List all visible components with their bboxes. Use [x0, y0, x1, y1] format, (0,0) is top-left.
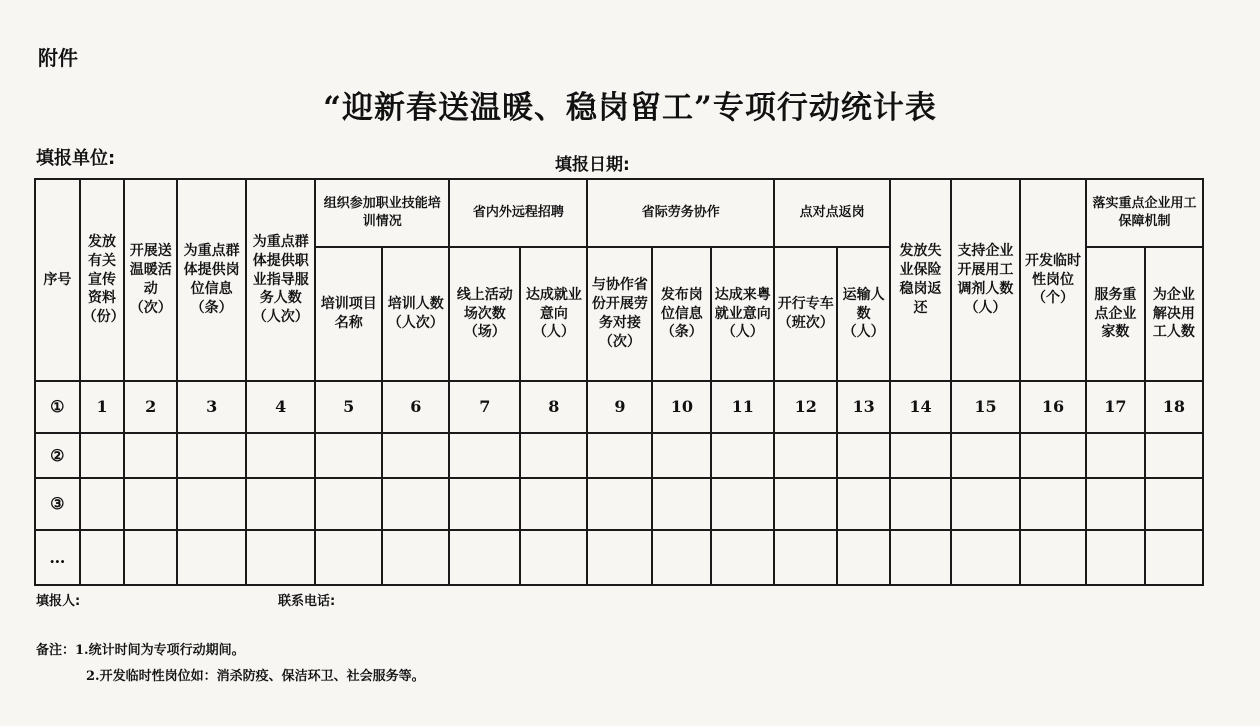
page-title: “迎新春送温暖、稳岗留工”专项行动统计表	[323, 90, 937, 126]
header-col-12: 开行专车（班次）	[774, 247, 837, 381]
data-cell[interactable]	[711, 478, 774, 530]
data-cell[interactable]	[382, 478, 449, 530]
attachment-label: 附件	[38, 46, 78, 70]
number-cell: 5	[315, 381, 382, 433]
seq-cell: ①	[35, 381, 80, 433]
data-cell[interactable]	[177, 530, 246, 585]
data-cell[interactable]	[890, 530, 951, 585]
header-col-11: 达成来粤就业意向（人）	[711, 247, 774, 381]
data-cell[interactable]	[837, 433, 890, 478]
number-cell: 10	[652, 381, 711, 433]
data-cell[interactable]	[382, 530, 449, 585]
table-row	[35, 433, 1203, 478]
filler-label: 填报人:	[36, 594, 81, 609]
data-cell[interactable]	[890, 478, 951, 530]
data-cell[interactable]	[774, 433, 837, 478]
data-cell[interactable]	[774, 478, 837, 530]
data-cell[interactable]	[177, 433, 246, 478]
number-cell: 13	[837, 381, 890, 433]
data-cell[interactable]	[1145, 433, 1203, 478]
data-cell[interactable]	[774, 530, 837, 585]
number-cell: 17	[1086, 381, 1145, 433]
seq-cell: ③	[35, 478, 80, 530]
header-col-9: 与协作省份开展劳务对接（次）	[587, 247, 652, 381]
data-cell[interactable]	[837, 530, 890, 585]
data-cell[interactable]	[315, 530, 382, 585]
number-cell: 9	[587, 381, 652, 433]
data-cell[interactable]	[711, 433, 774, 478]
data-cell[interactable]	[652, 433, 711, 478]
data-cell[interactable]	[124, 433, 177, 478]
number-cell: 1	[80, 381, 125, 433]
data-cell[interactable]	[246, 530, 315, 585]
header-col-2: 开展送温暖活动（次）	[124, 179, 177, 381]
header-col-7: 线上活动场次数（场）	[449, 247, 520, 381]
data-cell[interactable]	[652, 478, 711, 530]
data-cell[interactable]	[587, 478, 652, 530]
fill-date-label: 填报日期:	[555, 155, 630, 175]
data-cell[interactable]	[449, 478, 520, 530]
data-cell[interactable]	[449, 530, 520, 585]
header-group-labor-cooperation: 省际劳务协作	[587, 179, 774, 247]
data-cell[interactable]	[1020, 433, 1086, 478]
header-col-6: 培训人数（人次）	[382, 247, 449, 381]
header-group-return: 点对点返岗	[774, 179, 890, 247]
data-cell[interactable]	[587, 433, 652, 478]
data-cell[interactable]	[315, 433, 382, 478]
note-line-1: 备注：1.统计时间为专项行动期间。	[36, 643, 245, 658]
header-col-17: 服务重点企业家数	[1086, 247, 1145, 381]
number-cell: 18	[1145, 381, 1203, 433]
header-group-recruiting: 省内外远程招聘	[449, 179, 587, 247]
fill-unit-label: 填报单位:	[36, 148, 116, 169]
data-cell[interactable]	[80, 530, 125, 585]
header-col-13: 运输人数（人）	[837, 247, 890, 381]
notes	[36, 638, 425, 690]
table-row	[35, 381, 1203, 433]
header-group-training: 组织参加职业技能培训情况	[315, 179, 449, 247]
header-group-enterprise: 落实重点企业用工保障机制	[1086, 179, 1203, 247]
header-col-4: 为重点群体提供职业指导服务人数（人次）	[246, 179, 315, 381]
number-cell: 14	[890, 381, 951, 433]
number-cell: 8	[520, 381, 587, 433]
data-cell[interactable]	[1020, 530, 1086, 585]
table-row	[35, 478, 1203, 530]
header-col-3: 为重点群体提供岗位信息（条）	[177, 179, 246, 381]
data-cell[interactable]	[449, 433, 520, 478]
number-cell: 4	[246, 381, 315, 433]
header-col-8: 达成就业意向（人）	[520, 247, 587, 381]
note-line-2: 2.开发临时性岗位如：消杀防疫、保洁环卫、社会服务等。	[86, 669, 425, 684]
data-cell[interactable]	[652, 530, 711, 585]
header-col-15: 支持企业开展用工调剂人数（人）	[951, 179, 1020, 381]
data-cell[interactable]	[951, 530, 1020, 585]
number-cell: 6	[382, 381, 449, 433]
data-cell[interactable]	[890, 433, 951, 478]
data-cell[interactable]	[520, 478, 587, 530]
data-cell[interactable]	[837, 478, 890, 530]
data-cell[interactable]	[1145, 478, 1203, 530]
data-cell[interactable]	[124, 478, 177, 530]
data-cell[interactable]	[80, 433, 125, 478]
data-cell[interactable]	[1020, 478, 1086, 530]
number-cell: 16	[1020, 381, 1086, 433]
statistics-table	[34, 178, 1204, 586]
data-cell[interactable]	[1086, 433, 1145, 478]
data-cell[interactable]	[587, 530, 652, 585]
data-cell[interactable]	[1086, 478, 1145, 530]
data-cell[interactable]	[951, 433, 1020, 478]
number-cell: 3	[177, 381, 246, 433]
number-cell: 12	[774, 381, 837, 433]
data-cell[interactable]	[520, 433, 587, 478]
header-col-16: 开发临时性岗位（个）	[1020, 179, 1086, 381]
number-cell: 15	[951, 381, 1020, 433]
data-cell[interactable]	[246, 433, 315, 478]
data-cell[interactable]	[177, 478, 246, 530]
header-col-10: 发布岗位信息（条）	[652, 247, 711, 381]
data-cell[interactable]	[315, 478, 382, 530]
header-col-18: 为企业解决用工人数	[1145, 247, 1203, 381]
data-cell[interactable]	[80, 478, 125, 530]
data-cell[interactable]	[246, 478, 315, 530]
seq-cell: ②	[35, 433, 80, 478]
table-row	[35, 530, 1203, 585]
phone-label: 联系电话:	[278, 594, 336, 609]
data-cell[interactable]	[1145, 530, 1203, 585]
header-seq: 序号	[35, 179, 80, 381]
data-cell[interactable]	[1086, 530, 1145, 585]
data-cell[interactable]	[711, 530, 774, 585]
number-cell: 7	[449, 381, 520, 433]
seq-cell: …	[35, 530, 80, 585]
header-col-5: 培训项目名称	[315, 247, 382, 381]
data-cell[interactable]	[520, 530, 587, 585]
data-cell[interactable]	[382, 433, 449, 478]
header-col-14: 发放失业保险稳岗返还	[890, 179, 951, 381]
number-cell: 2	[124, 381, 177, 433]
data-cell[interactable]	[124, 530, 177, 585]
data-cell[interactable]	[951, 478, 1020, 530]
header-col-1: 发放有关宣传资料（份）	[80, 179, 125, 381]
number-cell: 11	[711, 381, 774, 433]
